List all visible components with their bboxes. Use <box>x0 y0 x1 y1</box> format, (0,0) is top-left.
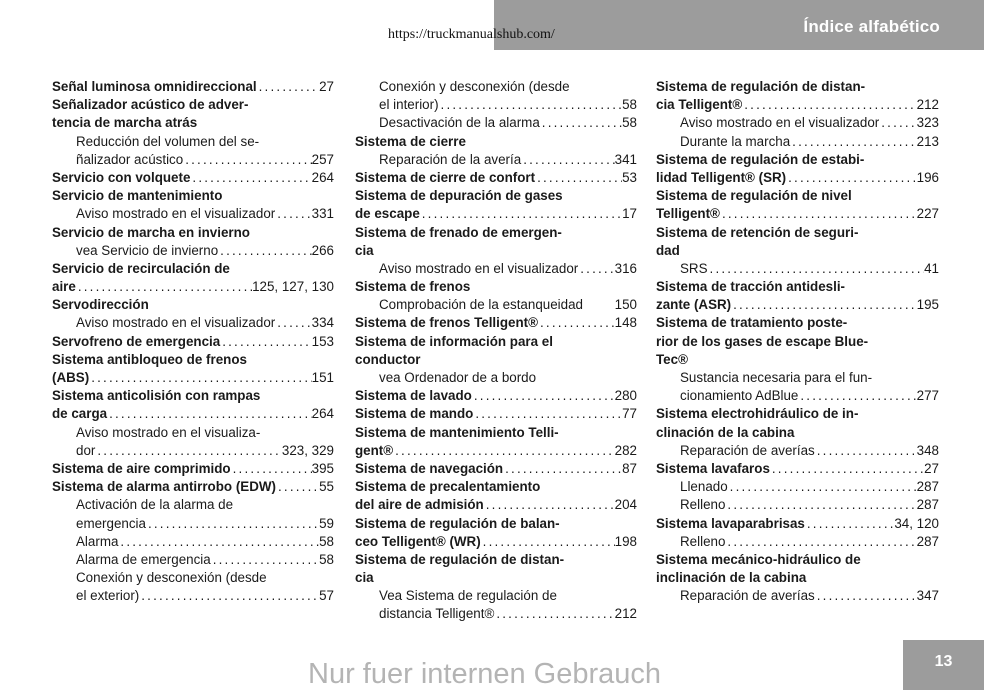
dot-leader <box>231 460 312 478</box>
dot-leader <box>472 387 615 405</box>
index-entry <box>52 260 334 278</box>
index-entry <box>656 296 939 314</box>
entry-text: del aire de admisión <box>355 497 484 513</box>
index-column-1 <box>52 78 334 605</box>
dot-leader <box>146 515 319 533</box>
page-reference: 55 <box>319 479 334 495</box>
index-entry <box>656 351 939 369</box>
entry-text: Sistema de cierre de confort <box>355 169 536 185</box>
index-entry <box>52 369 334 387</box>
index-subentry <box>656 387 939 405</box>
entry-text: rior de los gases de escape Blue- <box>656 333 869 349</box>
index-entry <box>52 224 334 242</box>
index-subentry <box>656 260 939 278</box>
page-reference: 151 <box>311 370 334 385</box>
entry-text: Reducción del volumen del se- <box>76 133 260 149</box>
dot-leader <box>742 96 916 114</box>
entry-text: Servodirección <box>52 297 149 313</box>
entry-text: Tec® <box>656 351 688 367</box>
page-reference: 348 <box>916 442 939 458</box>
dot-leader <box>731 296 917 314</box>
index-entry <box>656 205 939 223</box>
page-number-tab <box>903 640 984 690</box>
index-entry <box>656 405 939 423</box>
index-subentry <box>355 369 637 387</box>
entry-text: Aviso mostrado en el visualizador <box>379 260 579 276</box>
index-subentry <box>656 114 939 132</box>
index-entry <box>355 224 637 242</box>
entry-text: Sistema anticolisión con rampas <box>52 388 261 404</box>
page-reference: 227 <box>916 206 939 222</box>
page-reference: 204 <box>614 497 637 513</box>
entry-text: cia <box>355 570 374 586</box>
dot-leader <box>790 133 917 151</box>
index-subentry <box>52 569 334 587</box>
dot-leader <box>535 169 622 187</box>
dot-leader <box>728 478 917 496</box>
page-reference: 280 <box>614 388 637 404</box>
index-subentry <box>52 496 334 514</box>
index-subentry <box>52 314 334 332</box>
entry-text: aire <box>52 279 76 295</box>
dot-leader <box>578 260 614 278</box>
page-reference: 347 <box>916 588 939 604</box>
entry-text: Sistema de retención de seguri- <box>656 224 859 240</box>
page-reference: 282 <box>614 442 637 458</box>
dot-leader <box>393 442 615 460</box>
index-entry <box>656 515 939 533</box>
entry-text: Sistema de alarma antirrobo (EDW) <box>52 479 276 495</box>
index-entry <box>656 278 939 296</box>
index-entry <box>52 114 334 132</box>
index-entry <box>52 96 334 114</box>
entry-text: Telligent® <box>656 206 720 222</box>
index-subentry <box>355 78 637 96</box>
page-reference: 150 <box>614 297 637 313</box>
entry-text: Reparación de la avería <box>379 151 522 167</box>
index-entry <box>52 296 334 314</box>
page-reference: 58 <box>319 551 334 567</box>
page-reference: 341 <box>614 151 637 167</box>
dot-leader <box>473 405 622 423</box>
index-entry <box>355 169 637 187</box>
entry-text: conductor <box>355 351 421 367</box>
entry-text: Reparación de averías <box>680 442 815 458</box>
index-entry <box>355 187 637 205</box>
index-subentry <box>52 424 334 442</box>
index-subentry <box>52 205 334 223</box>
dot-leader <box>218 242 311 260</box>
index-entry <box>355 424 637 442</box>
dot-leader <box>503 460 622 478</box>
entry-text: Sistema de regulación de distan- <box>656 79 866 94</box>
page-reference: 323, 329 <box>281 442 334 458</box>
page-reference: 41 <box>924 260 939 276</box>
page-reference: 277 <box>916 388 939 404</box>
entry-text: Sistema de frenos <box>355 279 471 295</box>
index-entry <box>355 387 637 405</box>
dot-leader <box>725 496 916 514</box>
page-reference: 27 <box>319 79 334 94</box>
index-entry <box>355 478 637 496</box>
entry-text: clinación de la cabina <box>656 424 795 440</box>
dot-leader <box>879 114 916 132</box>
index-entry <box>656 551 939 569</box>
index-subentry <box>656 369 939 387</box>
entry-text: Activación de la alarma de <box>76 497 234 513</box>
index-entry <box>52 187 334 205</box>
entry-text: Sustancia necesaria para el fun- <box>680 370 873 385</box>
entry-text: cia Telligent® <box>656 97 743 113</box>
index-entry <box>355 442 637 460</box>
dot-leader <box>107 405 312 423</box>
dot-leader <box>815 587 917 605</box>
index-entry <box>52 333 334 351</box>
index-entry <box>355 333 637 351</box>
page-reference: 196 <box>916 169 939 185</box>
entry-text: SRS <box>680 260 708 276</box>
page-reference: 17 <box>622 206 637 222</box>
dot-leader <box>276 478 319 496</box>
entry-text: Sistema de regulación de balan- <box>355 515 560 531</box>
page-reference: 77 <box>622 406 637 422</box>
entry-text: Sistema de tracción antidesli- <box>656 279 846 295</box>
page-reference: 198 <box>614 533 637 549</box>
page-reference: 58 <box>622 97 637 113</box>
entry-text: Señal luminosa omnidireccional <box>52 79 257 94</box>
entry-text: ceo Telligent® (WR) <box>355 533 481 549</box>
entry-text: Sistema de mantenimiento Telli- <box>355 424 559 440</box>
watermark: Nur fuer internen Gebrauch <box>308 658 662 690</box>
entry-text: Servofreno de emergencia <box>52 333 221 349</box>
index-entry <box>355 314 637 332</box>
dot-leader <box>439 96 623 114</box>
entry-text: Sistema antibloqueo de frenos <box>52 351 247 367</box>
entry-text: dad <box>656 242 680 258</box>
page-reference: 58 <box>319 533 334 549</box>
index-entry <box>355 533 637 551</box>
entry-text: Sistema de frenado de emergen- <box>355 224 562 240</box>
dot-leader <box>720 205 917 223</box>
index-entry <box>52 278 334 296</box>
page-reference: 87 <box>622 460 637 476</box>
page-reference: 57 <box>319 588 334 604</box>
index-entry <box>656 424 939 442</box>
page-reference: 316 <box>614 260 637 276</box>
page-reference: 331 <box>311 206 334 222</box>
page-reference: 212 <box>916 97 939 113</box>
dot-leader <box>484 496 615 514</box>
index-entry <box>656 187 939 205</box>
dot-leader <box>521 151 614 169</box>
entry-text: Sistema lavaparabrisas <box>656 515 805 531</box>
index-subentry <box>656 533 939 551</box>
index-subentry <box>52 587 334 605</box>
page-reference: 264 <box>311 169 334 185</box>
entry-text: inclinación de la cabina <box>656 570 807 586</box>
entry-text: Sistema de información para el <box>355 333 553 349</box>
entry-text: de escape <box>355 206 420 222</box>
entry-text: distancia Telligent® <box>379 606 495 622</box>
index-subentry <box>656 133 939 151</box>
index-entry <box>656 460 939 478</box>
entry-text: Señalizador acústico de adver- <box>52 97 249 113</box>
index-column-3 <box>656 78 939 605</box>
index-subentry <box>52 442 334 460</box>
index-column-2 <box>355 78 637 624</box>
entry-text: Sistema de regulación de nivel <box>656 188 852 204</box>
index-subentry <box>355 151 637 169</box>
entry-text: Servicio de recirculación de <box>52 260 230 276</box>
page-reference: 125, 127, 130 <box>252 279 334 295</box>
index-entry <box>52 460 334 478</box>
entry-text: Alarma <box>76 533 119 549</box>
page-reference: 195 <box>916 297 939 313</box>
index-subentry <box>355 260 637 278</box>
entry-text: emergencia <box>76 515 146 531</box>
entry-text: cionamiento AdBlue <box>680 388 799 404</box>
entry-text: Aviso mostrado en el visualiza- <box>76 424 261 440</box>
entry-text: Servicio de marcha en invierno <box>52 224 250 240</box>
page-reference: 148 <box>614 315 637 331</box>
entry-text: vea Ordenador de a bordo <box>379 370 537 385</box>
page-reference: 266 <box>311 242 334 258</box>
entry-text: Conexión y desconexión (desde <box>379 79 570 94</box>
page-reference: 58 <box>622 115 637 131</box>
index-subentry <box>656 587 939 605</box>
index-subentry <box>52 151 334 169</box>
index-entry <box>656 224 939 242</box>
dot-leader <box>815 442 917 460</box>
entry-text: Servicio con volquete <box>52 169 191 185</box>
index-subentry <box>656 478 939 496</box>
dot-leader <box>481 533 615 551</box>
entry-text: Conexión y desconexión (desde <box>76 570 267 586</box>
dot-leader <box>95 442 282 460</box>
index-entry <box>656 333 939 351</box>
index-entry <box>656 151 939 169</box>
entry-text: Sistema de depuración de gases <box>355 188 563 204</box>
index-entry <box>355 569 637 587</box>
page-reference: 213 <box>916 133 939 149</box>
entry-text: lidad Telligent® (SR) <box>656 169 787 185</box>
entry-text: Aviso mostrado en el visualizador <box>680 115 880 131</box>
index-subentry <box>656 496 939 514</box>
entry-text: Sistema de regulación de distan- <box>355 551 565 567</box>
index-entry <box>656 569 939 587</box>
entry-text: tencia de marcha atrás <box>52 115 198 131</box>
entry-text: Desactivación de la alarma <box>379 115 540 131</box>
source-url[interactable]: https://truckmanualshub.com/ <box>388 27 555 42</box>
dot-leader <box>220 333 311 351</box>
page-reference: 59 <box>319 515 334 531</box>
page-reference: 395 <box>311 460 334 476</box>
entry-text: gent® <box>355 442 394 458</box>
entry-text: Sistema de cierre <box>355 133 466 149</box>
entry-text: Sistema de aire comprimido <box>52 460 231 476</box>
dot-leader <box>708 260 925 278</box>
page-reference: 287 <box>916 533 939 549</box>
entry-text: Sistema de frenos Telligent® <box>355 315 538 331</box>
section-title: Índice alfabético <box>803 17 940 36</box>
dot-leader <box>420 205 622 223</box>
dot-leader <box>118 533 319 551</box>
dot-leader <box>494 605 614 623</box>
dot-leader <box>275 314 311 332</box>
page-reference: 257 <box>311 151 334 167</box>
index-entry <box>52 478 334 496</box>
dot-leader <box>725 533 916 551</box>
entry-text: Aviso mostrado en el visualizador <box>76 206 276 222</box>
index-subentry <box>52 533 334 551</box>
page-reference: 323 <box>916 115 939 131</box>
entry-text: zante (ASR) <box>656 297 732 313</box>
page-reference: 334 <box>311 315 334 331</box>
index-entry <box>52 351 334 369</box>
dot-leader <box>786 169 917 187</box>
entry-text: Sistema de navegación <box>355 460 504 476</box>
dot-leader <box>211 551 319 569</box>
entry-text: vea Servicio de invierno <box>76 242 219 258</box>
entry-text: Sistema de regulación de estabi- <box>656 151 865 167</box>
index-entry <box>656 169 939 187</box>
entry-text: Sistema lavafaros <box>656 460 770 476</box>
index-subentry <box>355 587 637 605</box>
dot-leader <box>183 151 311 169</box>
entry-text: Sistema de lavado <box>355 388 472 404</box>
dot-leader <box>770 460 924 478</box>
entry-text: Aviso mostrado en el visualizador <box>76 315 276 331</box>
index-entry <box>355 551 637 569</box>
entry-text: de carga <box>52 406 108 422</box>
entry-text: (ABS) <box>52 370 90 385</box>
dot-leader <box>798 387 916 405</box>
entry-text: Sistema de tratamiento poste- <box>656 315 848 331</box>
entry-text: Comprobación de la estanqueidad <box>379 297 583 313</box>
index-entry <box>656 78 939 96</box>
index-entry <box>656 314 939 332</box>
dot-leader <box>257 78 319 96</box>
index-entry <box>355 460 637 478</box>
dot-leader <box>89 369 311 387</box>
page-number: 13 <box>934 653 953 670</box>
entry-text: Reparación de averías <box>680 588 815 604</box>
page-reference: 264 <box>311 406 334 422</box>
entry-text: dor <box>76 442 96 458</box>
entry-text: Relleno <box>680 497 726 513</box>
index-subentry <box>52 515 334 533</box>
entry-text: Sistema mecánico-hidráulico de <box>656 551 861 567</box>
page-reference: 287 <box>916 497 939 513</box>
dot-leader <box>540 114 622 132</box>
page-reference: 34, 120 <box>894 515 939 531</box>
index-subentry <box>355 96 637 114</box>
entry-text: Sistema de precalentamiento <box>355 479 541 495</box>
index-entry <box>52 387 334 405</box>
dot-leader <box>538 314 615 332</box>
page-reference: 212 <box>614 606 637 622</box>
entry-text: Relleno <box>680 533 726 549</box>
index-subentry <box>656 442 939 460</box>
index-entry <box>355 133 637 151</box>
entry-text: el exterior) <box>76 588 140 604</box>
index-subentry <box>355 296 637 314</box>
dot-leader <box>190 169 311 187</box>
index-entry <box>52 78 334 96</box>
entry-text: Sistema de mando <box>355 406 474 422</box>
index-entry <box>355 205 637 223</box>
index-entry <box>52 169 334 187</box>
entry-text: Vea Sistema de regulación de <box>379 588 557 604</box>
index-entry <box>355 405 637 423</box>
index-entry <box>656 96 939 114</box>
page-reference: 53 <box>622 169 637 185</box>
entry-text: Llenado <box>680 479 728 495</box>
dot-leader <box>275 205 311 223</box>
index-subentry <box>355 605 637 623</box>
index-entry <box>355 278 637 296</box>
page-reference: 27 <box>924 460 939 476</box>
index-entry <box>355 242 637 260</box>
dot-leader <box>139 587 319 605</box>
entry-text: ñalizador acústico <box>76 151 184 167</box>
page-reference: 153 <box>311 333 334 349</box>
entry-text: Servicio de mantenimiento <box>52 188 223 204</box>
index-subentry <box>52 133 334 151</box>
dot-leader <box>76 278 252 296</box>
index-subentry <box>52 242 334 260</box>
index-entry <box>355 515 637 533</box>
dot-leader <box>805 515 894 533</box>
index-subentry <box>52 551 334 569</box>
entry-text: Alarma de emergencia <box>76 551 211 567</box>
index-subentry <box>355 114 637 132</box>
entry-text: el interior) <box>379 97 439 113</box>
index-entry <box>656 242 939 260</box>
index-entry <box>355 496 637 514</box>
header-bar <box>494 0 984 50</box>
index-entry <box>355 351 637 369</box>
entry-text: Sistema electrohidráulico de in- <box>656 406 859 422</box>
entry-text: Durante la marcha <box>680 133 791 149</box>
index-entry <box>52 405 334 423</box>
page-reference: 287 <box>916 479 939 495</box>
entry-text: cia <box>355 242 374 258</box>
